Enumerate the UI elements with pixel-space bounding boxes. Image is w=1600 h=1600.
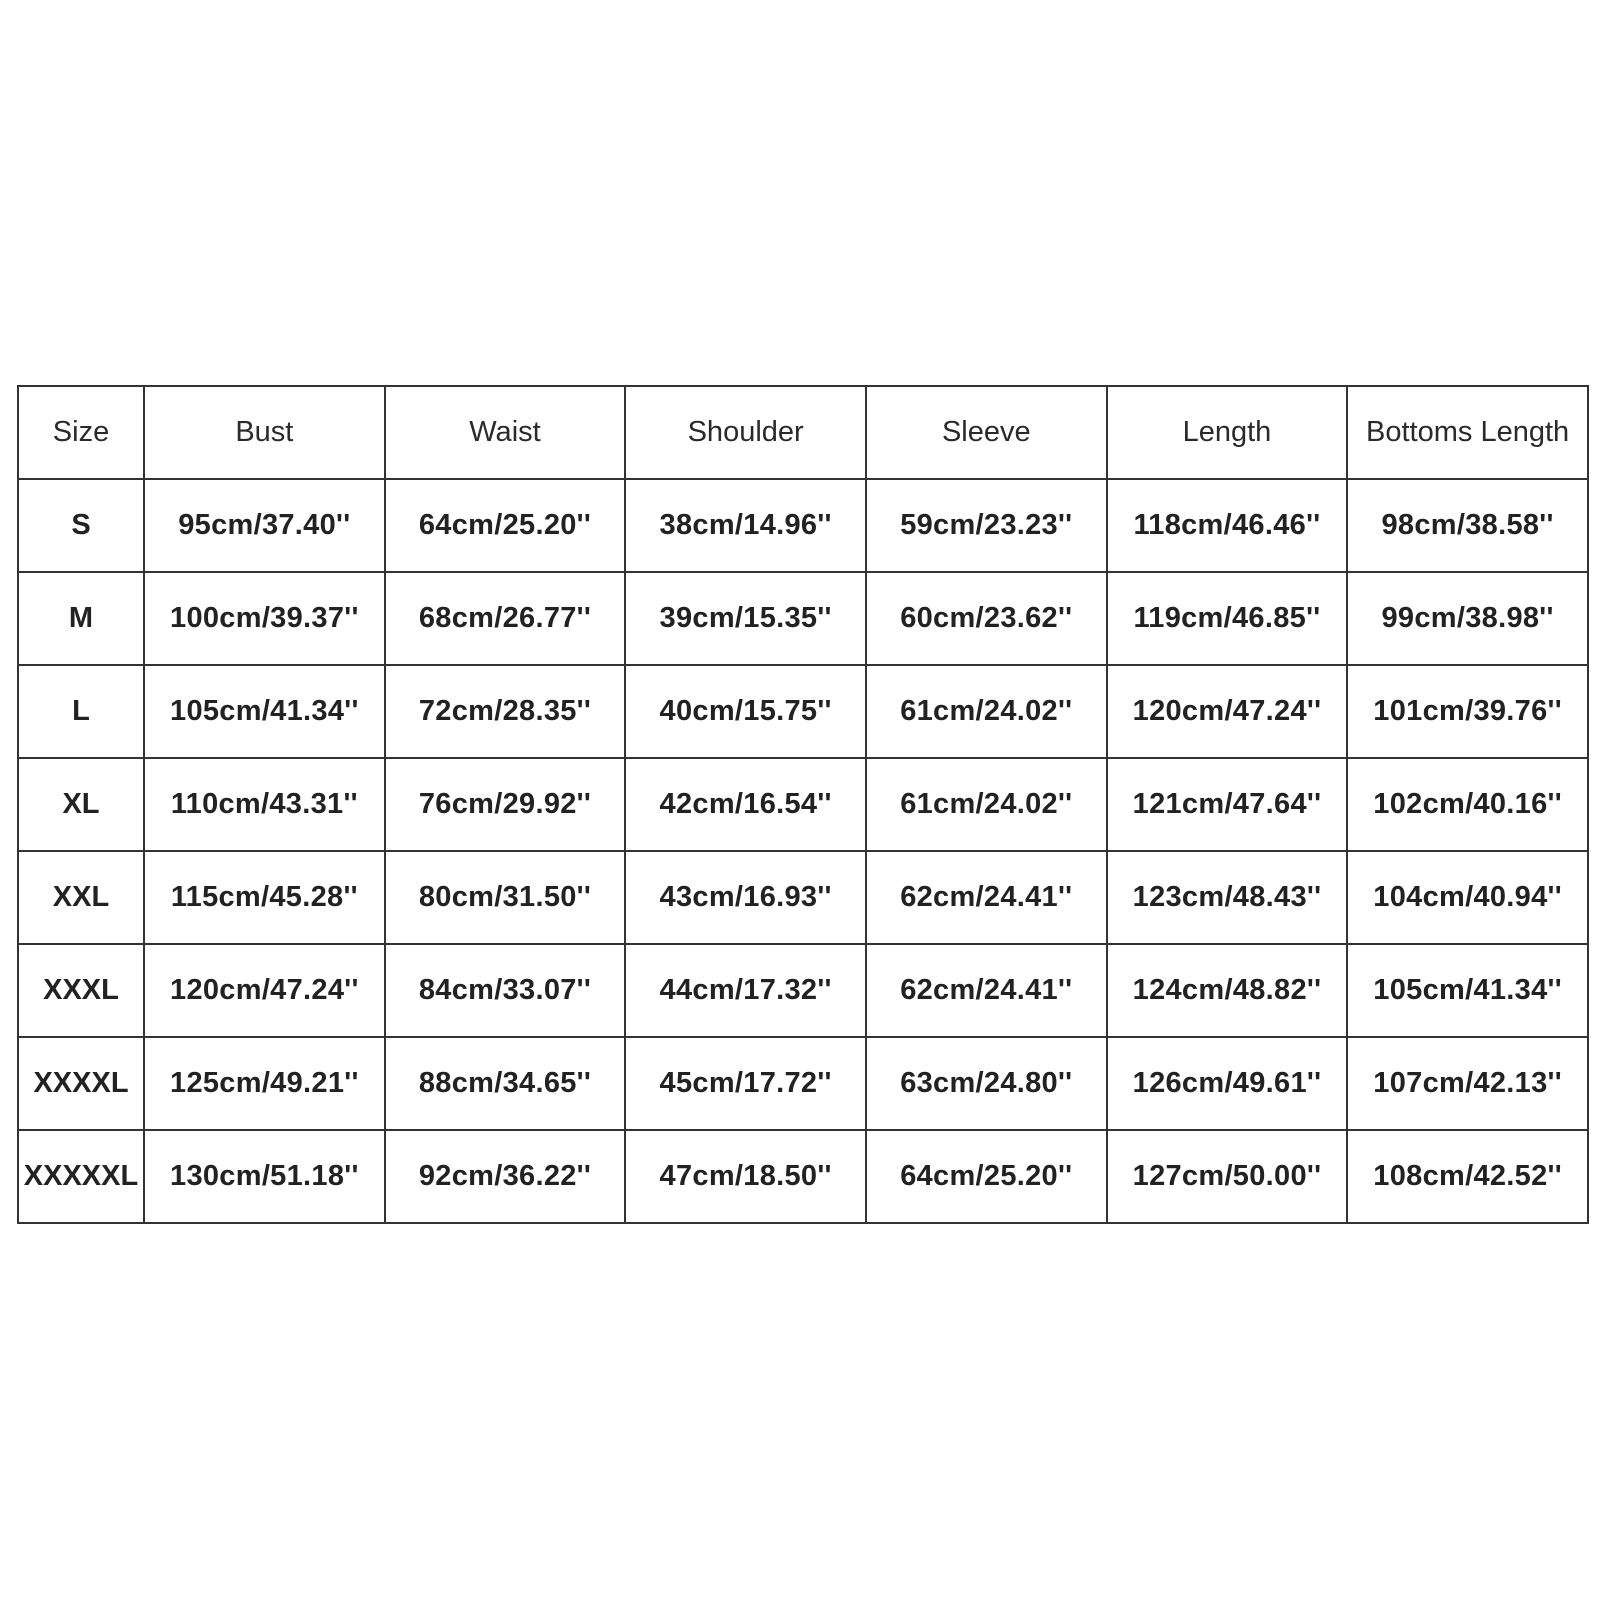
header-waist: Waist bbox=[385, 386, 626, 479]
waist-cell: 64cm/25.20'' bbox=[385, 479, 626, 572]
sleeve-cell: 62cm/24.41'' bbox=[866, 851, 1107, 944]
sleeve-cell: 64cm/25.20'' bbox=[866, 1130, 1107, 1223]
table-row bbox=[18, 851, 1588, 944]
size-cell: XXL bbox=[18, 851, 144, 944]
size-cell: XXXXL bbox=[18, 1037, 144, 1130]
length-cell: 118cm/46.46'' bbox=[1107, 479, 1348, 572]
waist-cell: 88cm/34.65'' bbox=[385, 1037, 626, 1130]
shoulder-cell: 43cm/16.93'' bbox=[625, 851, 866, 944]
shoulder-cell: 38cm/14.96'' bbox=[625, 479, 866, 572]
waist-cell: 84cm/33.07'' bbox=[385, 944, 626, 1037]
length-cell: 126cm/49.61'' bbox=[1107, 1037, 1348, 1130]
size-cell: S bbox=[18, 479, 144, 572]
bottoms-length-cell: 108cm/42.52'' bbox=[1347, 1130, 1588, 1223]
bottoms-length-cell: 102cm/40.16'' bbox=[1347, 758, 1588, 851]
size-cell: M bbox=[18, 572, 144, 665]
shoulder-cell: 45cm/17.72'' bbox=[625, 1037, 866, 1130]
bottoms-length-cell: 101cm/39.76'' bbox=[1347, 665, 1588, 758]
table-row bbox=[18, 1037, 1588, 1130]
bust-cell: 110cm/43.31'' bbox=[144, 758, 385, 851]
waist-cell: 80cm/31.50'' bbox=[385, 851, 626, 944]
bottoms-length-cell: 99cm/38.98'' bbox=[1347, 572, 1588, 665]
sleeve-cell: 59cm/23.23'' bbox=[866, 479, 1107, 572]
size-cell: L bbox=[18, 665, 144, 758]
waist-cell: 76cm/29.92'' bbox=[385, 758, 626, 851]
shoulder-cell: 44cm/17.32'' bbox=[625, 944, 866, 1037]
header-bottoms-length: Bottoms Length bbox=[1347, 386, 1588, 479]
bust-cell: 100cm/39.37'' bbox=[144, 572, 385, 665]
length-cell: 127cm/50.00'' bbox=[1107, 1130, 1348, 1223]
bottoms-length-cell: 104cm/40.94'' bbox=[1347, 851, 1588, 944]
bust-cell: 130cm/51.18'' bbox=[144, 1130, 385, 1223]
length-cell: 123cm/48.43'' bbox=[1107, 851, 1348, 944]
length-cell: 124cm/48.82'' bbox=[1107, 944, 1348, 1037]
bust-cell: 120cm/47.24'' bbox=[144, 944, 385, 1037]
table-header-row bbox=[18, 386, 1588, 479]
bottoms-length-cell: 105cm/41.34'' bbox=[1347, 944, 1588, 1037]
header-sleeve: Sleeve bbox=[866, 386, 1107, 479]
sleeve-cell: 60cm/23.62'' bbox=[866, 572, 1107, 665]
header-length: Length bbox=[1107, 386, 1348, 479]
length-cell: 121cm/47.64'' bbox=[1107, 758, 1348, 851]
sleeve-cell: 62cm/24.41'' bbox=[866, 944, 1107, 1037]
sleeve-cell: 61cm/24.02'' bbox=[866, 665, 1107, 758]
table-row bbox=[18, 572, 1588, 665]
table-row bbox=[18, 758, 1588, 851]
waist-cell: 92cm/36.22'' bbox=[385, 1130, 626, 1223]
header-bust: Bust bbox=[144, 386, 385, 479]
header-size: Size bbox=[18, 386, 144, 479]
shoulder-cell: 39cm/15.35'' bbox=[625, 572, 866, 665]
waist-cell: 68cm/26.77'' bbox=[385, 572, 626, 665]
shoulder-cell: 47cm/18.50'' bbox=[625, 1130, 866, 1223]
table-row bbox=[18, 665, 1588, 758]
length-cell: 119cm/46.85'' bbox=[1107, 572, 1348, 665]
table-row bbox=[18, 1130, 1588, 1223]
bust-cell: 105cm/41.34'' bbox=[144, 665, 385, 758]
length-cell: 120cm/47.24'' bbox=[1107, 665, 1348, 758]
bust-cell: 95cm/37.40'' bbox=[144, 479, 385, 572]
size-chart-table bbox=[17, 385, 1589, 1224]
table-row bbox=[18, 479, 1588, 572]
header-shoulder: Shoulder bbox=[625, 386, 866, 479]
table-body bbox=[18, 479, 1588, 1223]
bottoms-length-cell: 98cm/38.58'' bbox=[1347, 479, 1588, 572]
waist-cell: 72cm/28.35'' bbox=[385, 665, 626, 758]
sleeve-cell: 61cm/24.02'' bbox=[866, 758, 1107, 851]
table-row bbox=[18, 944, 1588, 1037]
size-cell: XL bbox=[18, 758, 144, 851]
size-cell: XXXXXL bbox=[18, 1130, 144, 1223]
sleeve-cell: 63cm/24.80'' bbox=[866, 1037, 1107, 1130]
bust-cell: 115cm/45.28'' bbox=[144, 851, 385, 944]
bust-cell: 125cm/49.21'' bbox=[144, 1037, 385, 1130]
shoulder-cell: 42cm/16.54'' bbox=[625, 758, 866, 851]
shoulder-cell: 40cm/15.75'' bbox=[625, 665, 866, 758]
bottoms-length-cell: 107cm/42.13'' bbox=[1347, 1037, 1588, 1130]
size-cell: XXXL bbox=[18, 944, 144, 1037]
